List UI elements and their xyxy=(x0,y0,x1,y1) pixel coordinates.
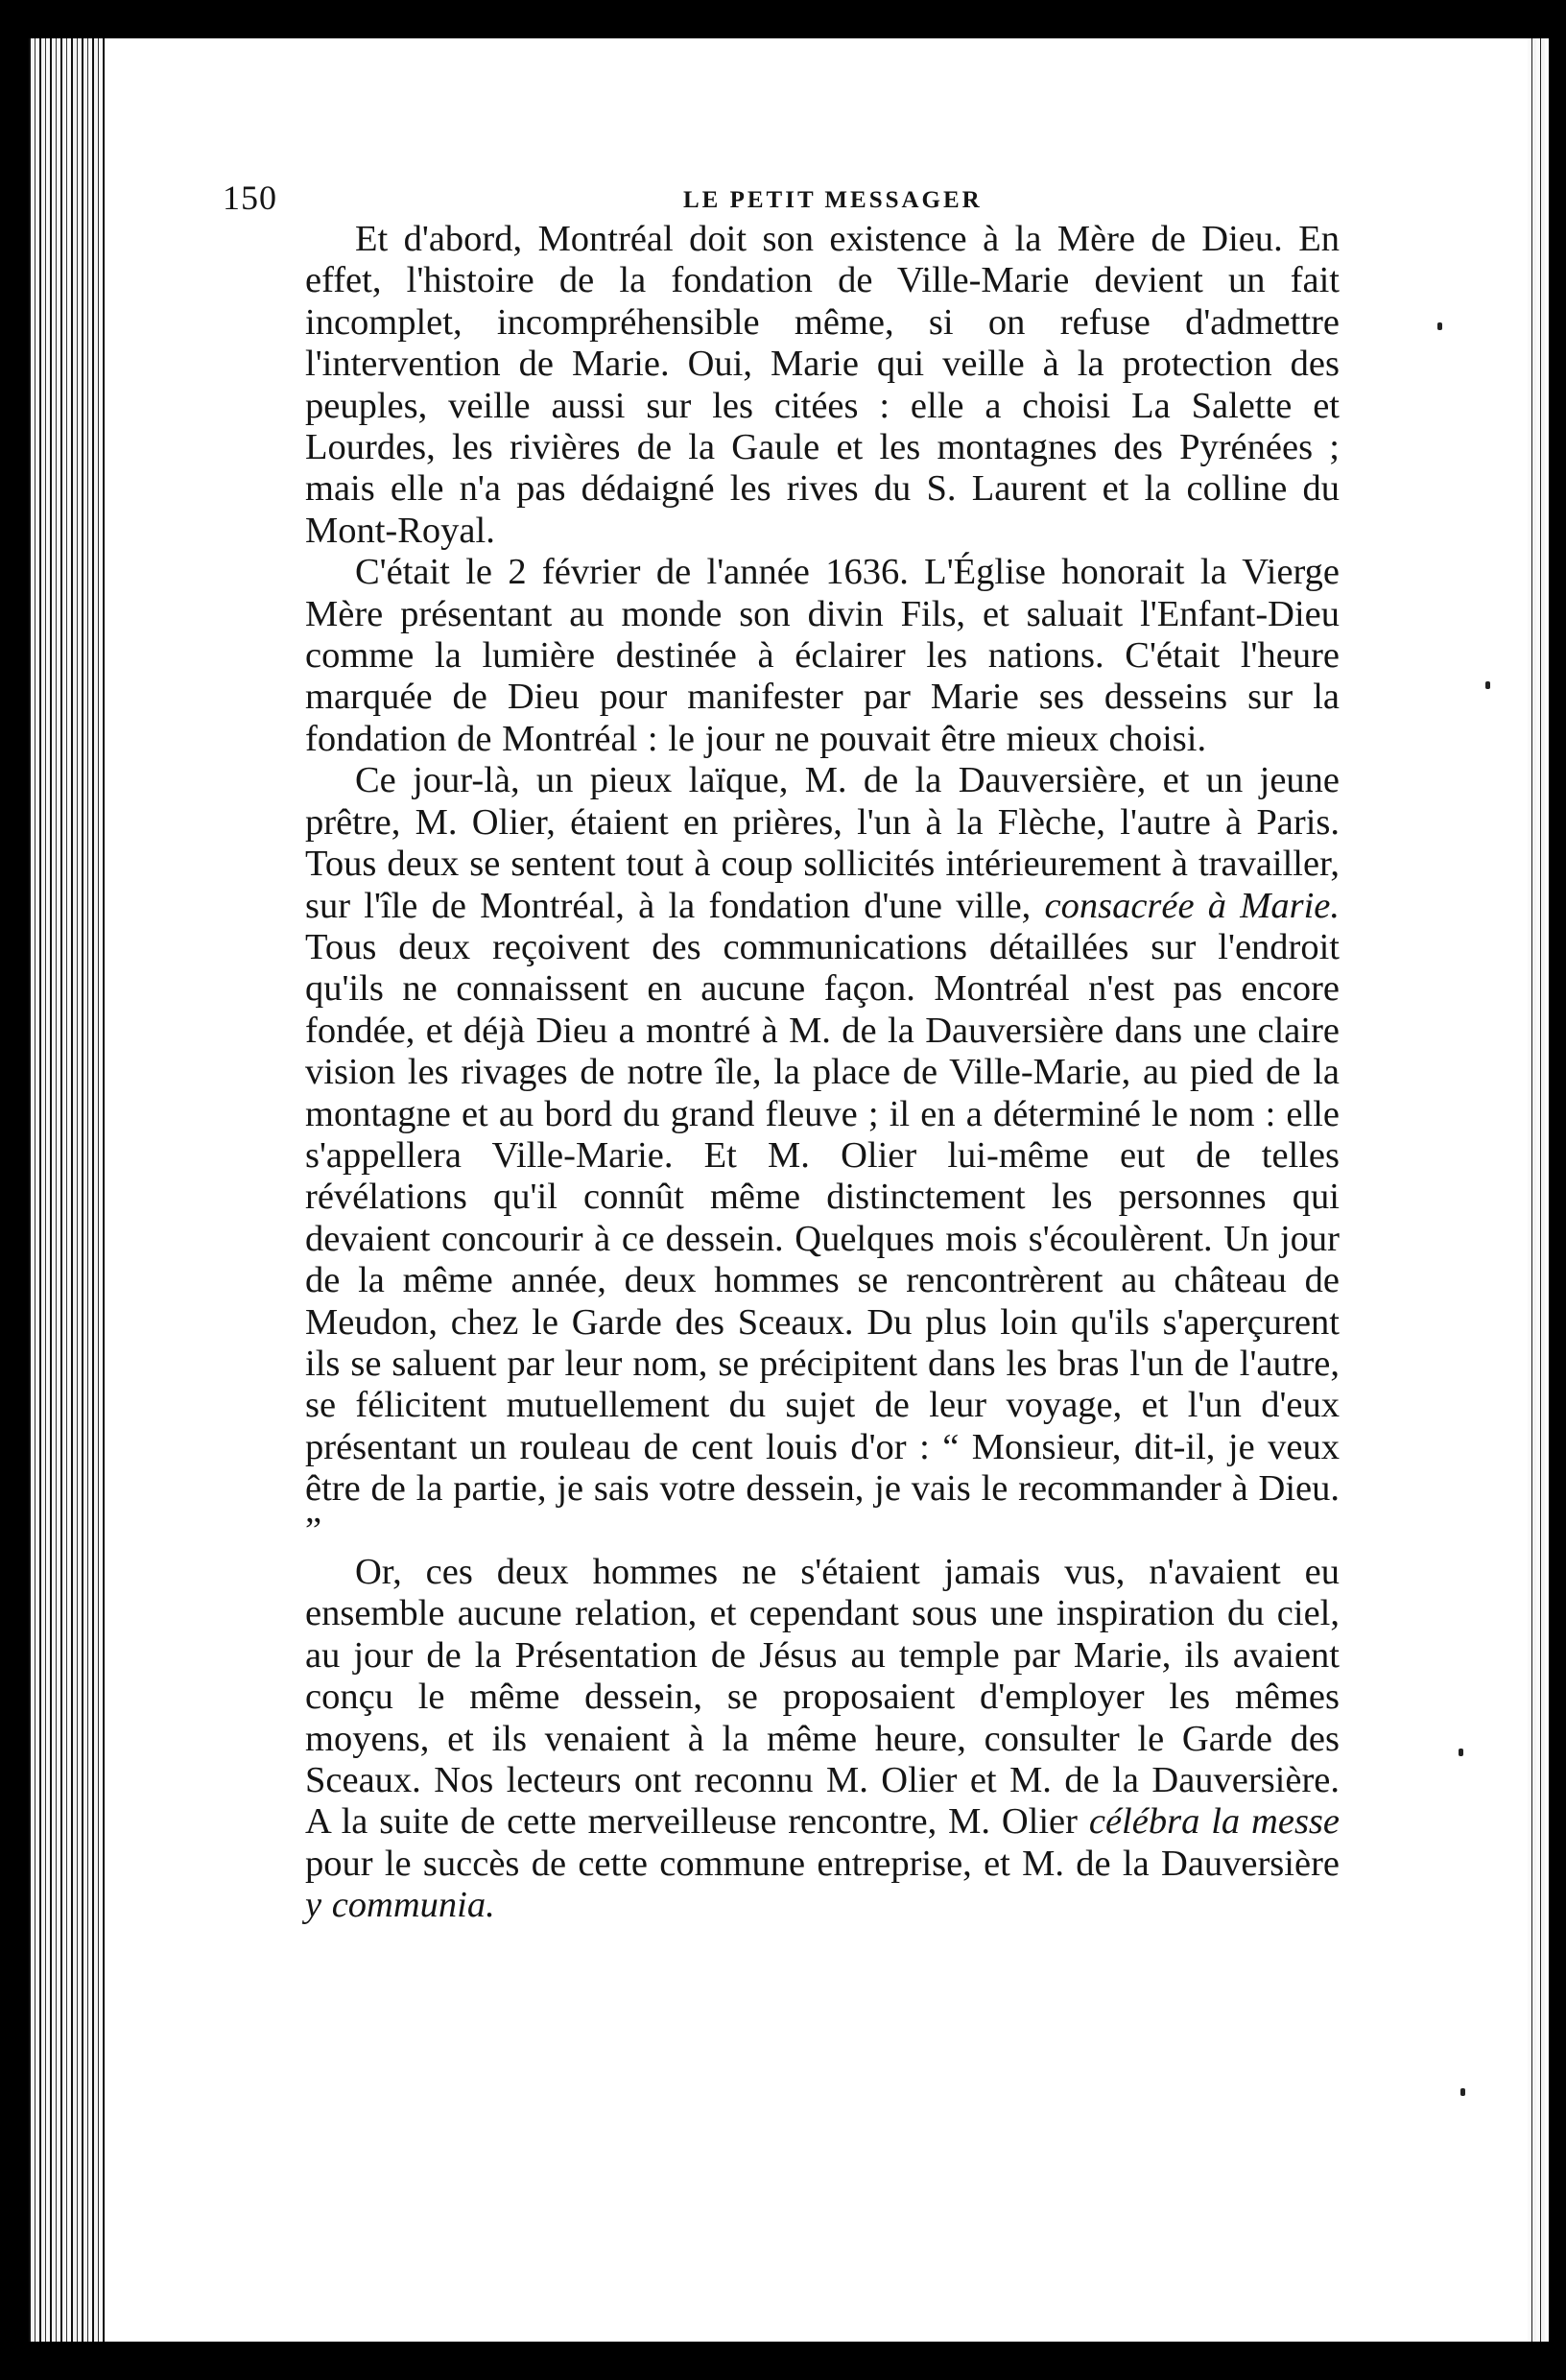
italic-phrase-final: y communia. xyxy=(305,1885,495,1926)
paragraph-text: C'était le 2 février de l'année 1636. L'Église honorait la Vierge Mère présentant au monde son divin Fils, et saluait l'Enfant-Dieu comme la lumière destinée à éclairer les nations. C'était l'heure marquée de Dieu pour manifester par Marie ses desseins sur la fondation de Montréal : le jour ne pouvait être mieux choisi. xyxy=(305,552,1340,759)
body-text xyxy=(305,219,1340,1927)
paragraph-text: Et d'abord, Montréal doit son existence à la Mère de Dieu. En effet, l'histoire de la fondation de Ville-Marie devient un fait incomplet, incompréhensible même, si on refuse d'admettre l'intervention de Marie. Oui, Marie qui veille à la protection des peuples, veille aussi sur les citées : elle a choisi La Salette et Lourdes, les rivières de la Gaule et les montagnes des Pyrénées ; mais elle n'a pas dédaigné les rives du S. Laurent et la colline du Mont-Royal. xyxy=(305,219,1340,551)
italic-phrase: célébra la messe xyxy=(1088,1801,1340,1843)
paragraph-1 xyxy=(305,219,1340,552)
paragraph-4 xyxy=(305,1552,1340,1927)
scan-border-right xyxy=(1549,0,1566,2380)
paragraph-2 xyxy=(305,552,1340,760)
paragraph-text-continued: Tous deux reçoivent des communications détaillées sur l'endroit qu'ils ne connaissent en aucune façon. Montréal n'est pas encore fondée, et déjà Dieu a montré à M. de la Dauversière dans une claire vision les rivages de notre île, la place de Ville-Marie, au pied de la montagne et au bord du grand fleuve ; il en a déterminé le nom : elle s'appellera Ville-Marie. Et M. Olier lui-même eut de telles révélations qu'il connût même distinctement les personnes qui devaient concourir à ce dessein. Quelques mois s'écoulèrent. Un jour de la même année, deux hommes se rencontrèrent au château de Meudon, chez le Garde des Sceaux. Du plus loin qu'ils s'aperçurent ils se saluent par leur nom, se précipitent dans les bras l'un de l'autre, se félicitent mutuellement du sujet de leur voyage, et l'un d'eux présentant un rouleau de cent louis d'or : “ Monsieur, dit-il, je veux être de la partie, je sais votre dessein, je vais le recommander à Dieu. ” xyxy=(305,926,1340,1551)
italic-phrase: consacrée à Marie. xyxy=(1044,885,1340,926)
paragraph-text: Ce jour-là, un pieux laïque, M. de la Dauversière, et un jeune prêtre, M. Olier, étaient en prières, l'un à la Flèche, l'autre à Paris. Tous deux se sentent tout à coup sollicités intérieurement à travailler, sur l'île de Montréal, à la fondation d'une ville, xyxy=(305,760,1340,926)
scan-border-bottom xyxy=(0,2342,1566,2380)
book-page-edges-right xyxy=(1528,38,1549,2342)
book-page-edges-left xyxy=(29,38,106,2342)
paragraph-text-continued: pour le succès de cette commune entreprise, et M. de la Dauversière xyxy=(305,1843,1340,1884)
scan-speck xyxy=(1437,322,1442,330)
scan-speck xyxy=(1459,1749,1463,1756)
scan-speck xyxy=(1485,681,1490,689)
running-title: LE PETIT MESSAGER xyxy=(683,187,983,213)
paragraph-3 xyxy=(305,760,1340,1552)
scan-border-left xyxy=(0,0,29,2380)
page-number: 150 xyxy=(223,178,277,217)
scan-border-top xyxy=(0,0,1566,38)
scan-speck xyxy=(1460,2088,1465,2096)
paragraph-text: Or, ces deux hommes ne s'étaient jamais vus, n'avaient eu ensemble aucune relation, et cependant sous une inspiration du ciel, au jour de la Présentation de Jésus au temple par Marie, ils avaient conçu le même dessein, se proposaient d'employer les mêmes moyens, et ils venaient à la même heure, consulter le Garde des Sceaux. Nos lecteurs ont reconnu M. Olier et M. de la Dauversière. A la suite de cette merveilleuse rencontre, M. Olier xyxy=(305,1552,1340,1843)
